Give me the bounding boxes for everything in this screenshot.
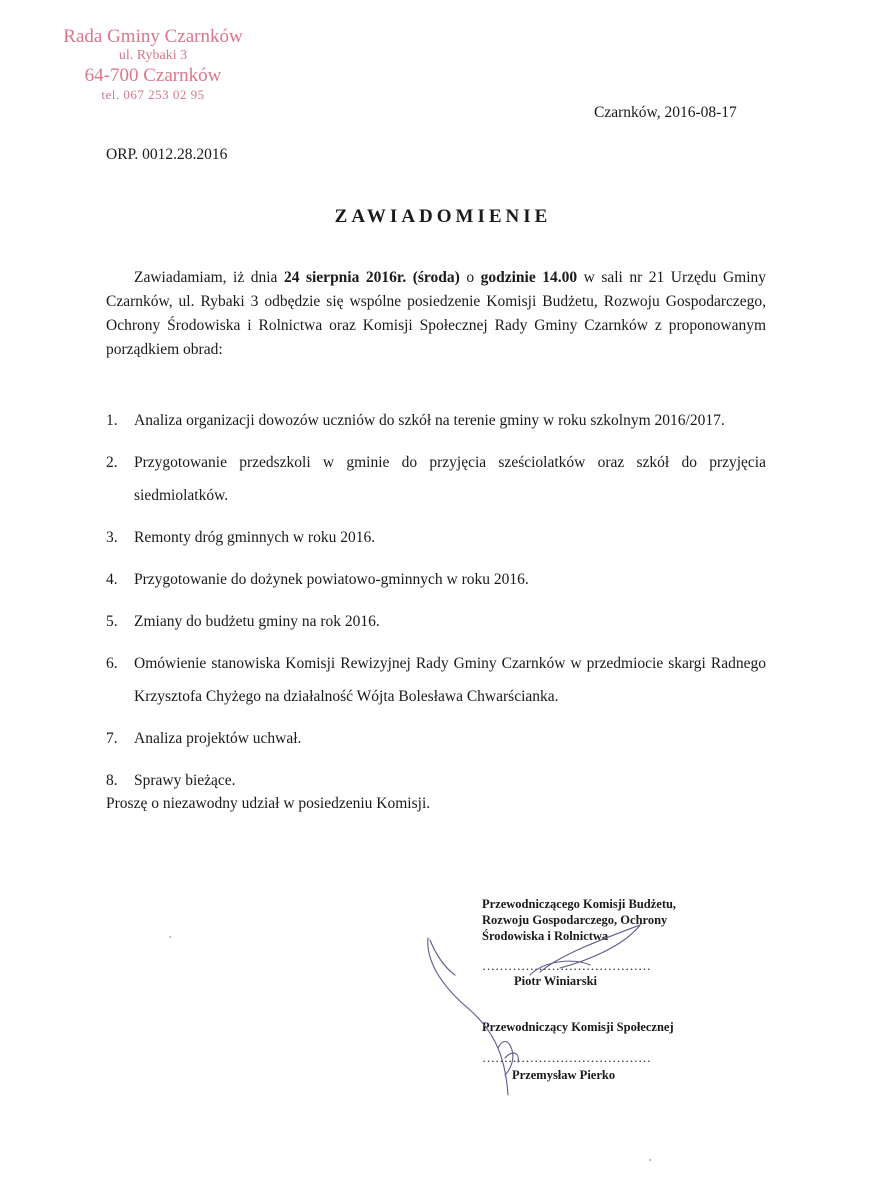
agenda-item-text: Sprawy bieżące. xyxy=(134,772,236,789)
agenda-item-number: 3. xyxy=(106,529,118,546)
stamp-street: ul. Rybaki 3 xyxy=(118,48,188,64)
agenda-item-number: 1. xyxy=(106,412,118,429)
signature-1-title-line: Środowiska i Rolnictwa xyxy=(482,929,609,943)
agenda-item-number: 8. xyxy=(106,772,118,789)
intro-text-2: o xyxy=(459,269,481,286)
reference-number: ORP. 0012.28.2016 xyxy=(106,146,228,163)
agenda-item-number: 2. xyxy=(106,454,118,471)
agenda-item-text: Przygotowanie przedszkoli w gminie do przyjęcia sześciolatków oraz szkół do przyjęcia siedmiolatków. xyxy=(134,454,766,504)
closing-sentence: Proszę o niezawodny udział w posiedzeniu Komisji. xyxy=(106,795,431,812)
signature-1-line: ………………………………… xyxy=(482,958,651,973)
agenda-item-text: Remonty dróg gminnych w roku 2016. xyxy=(134,529,376,546)
signature-stroke xyxy=(428,938,508,1095)
agenda-item-number: 5. xyxy=(106,613,118,630)
document-date: Czarnków, 2016-08-17 xyxy=(594,104,737,121)
meeting-date: 24 sierpnia 2016r. (środa) xyxy=(283,269,460,286)
scan-speck xyxy=(169,936,171,938)
agenda-item-text: Zmiany do budżetu gminy na rok 2016. xyxy=(134,613,380,630)
meeting-time: godzinie 14.00 xyxy=(480,269,578,286)
agenda-item-number: 4. xyxy=(106,571,118,588)
signature-1-name: Piotr Winiarski xyxy=(514,974,598,988)
agenda-item-text: Przygotowanie do dożynek powiatowo-gminnych w roku 2016. xyxy=(134,571,529,588)
agenda-item-text: Analiza organizacji dowozów uczniów do szkół na terenie gminy w roku szkolnym 2016/2017. xyxy=(134,412,725,429)
document-title: ZAWIADOMIENIE xyxy=(334,206,552,227)
signature-stroke xyxy=(430,940,455,975)
scan-speck xyxy=(649,1159,651,1161)
agenda-item-number: 6. xyxy=(106,655,118,672)
signature-2-title: Przewodniczący Komisji Społecznej xyxy=(482,1020,674,1034)
signature-2-name: Przemysław Pierko xyxy=(512,1068,616,1082)
agenda-item-text: Analiza projektów uchwał. xyxy=(134,730,302,747)
stamp-council-name: Rada Gminy Czarnków xyxy=(63,26,243,47)
intro-text-3: w sali nr 21 Urzędu Gminy Czarnków, ul. Rybaki 3 odbędzie się wspólne posiedzenie Komisji Budżetu, Rozwoju Gospodarczego, Ochrony Środowiska i Rolnictwa oraz Komisji Społecznej Rady Gminy Czarnków z proponowanym porządkiem obrad: xyxy=(106,269,766,358)
intro-text-1: Zawiadamiam, iż dnia xyxy=(134,269,284,286)
signature-1-title-line: Rozwoju Gospodarczego, Ochrony xyxy=(482,913,668,927)
signature-2-line: ………………………………… xyxy=(482,1050,651,1065)
stamp-postal-city: 64-700 Czarnków xyxy=(84,64,222,86)
agenda-item-number: 7. xyxy=(106,730,118,747)
agenda-item-text: Omówienie stanowiska Komisji Rewizyjnej Rady Gminy Czarnków w przedmiocie skargi Radnego Krzysztofa Chyżego na działalność Wójta Bolesława Chwarścianka. xyxy=(134,655,766,705)
stamp-phone: tel. 067 253 02 95 xyxy=(101,87,205,103)
signature-1-title-line: Przewodniczącego Komisji Budżetu, xyxy=(482,897,677,911)
signature-stroke xyxy=(505,1053,518,1062)
